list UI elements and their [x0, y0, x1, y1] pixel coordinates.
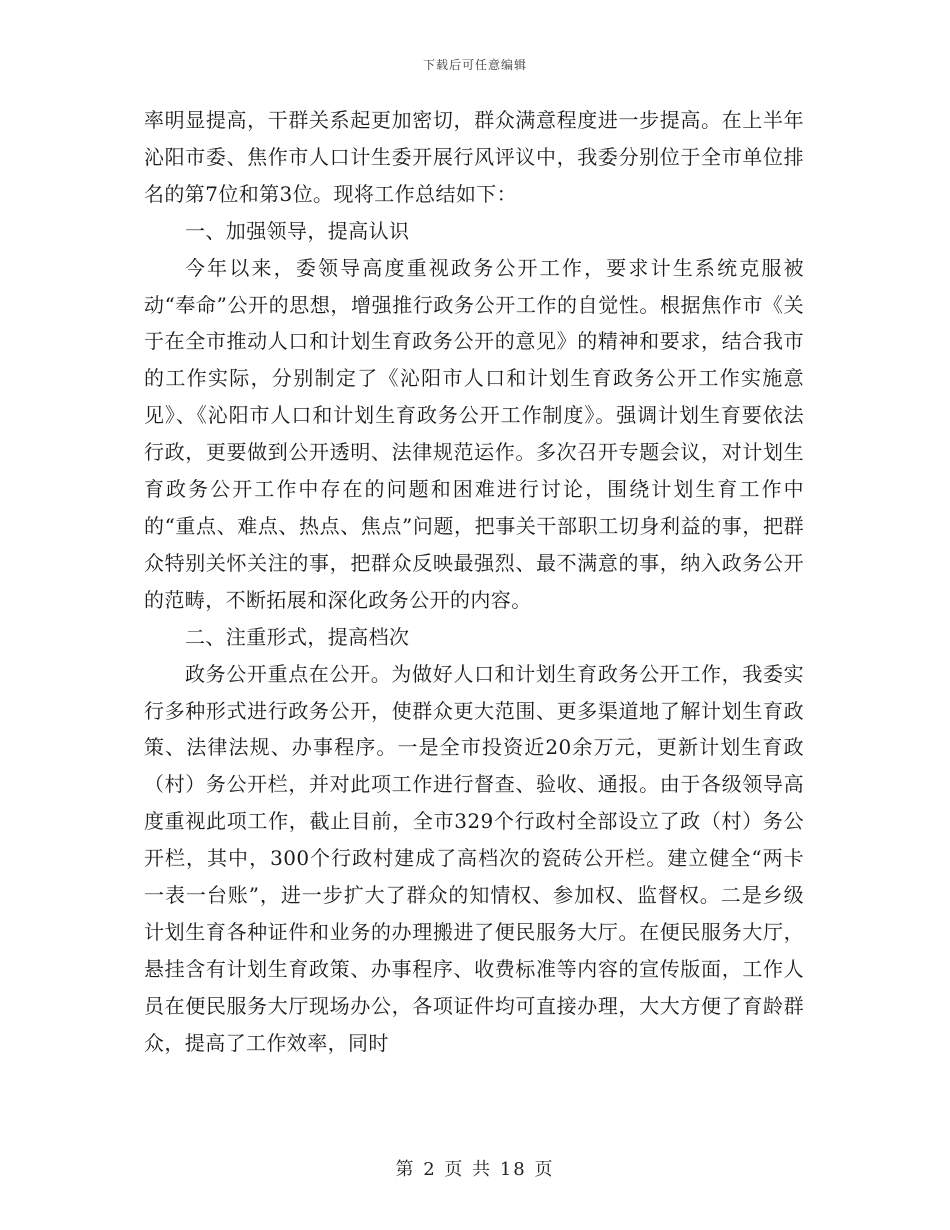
page-header: 下载后可任意编辑	[422, 58, 527, 72]
page-number: 第 2 页 共 18 页	[395, 1159, 555, 1180]
paragraph-form: 政务公开重点在公开。为做好人口和计划生育政务公开工作，我委实行多种形式进行政务公开，使群众更大范围、更多渠道地了解计划生育政策、法律法规、办事程序。一是全市投资近20余万元，更新计划生育政（村）务公开栏，并对此项工作进行督查、验收、通报。由于各级领导高度重视此项工作，截止目前，全市329个行政村全部设立了政（村）务公开栏，其中，300个行政村建成了高档次的瓷砖公开栏。建立健全“两卡一表一台账”，进一步扩大了群众的知情权、参加权、监督权。二是乡级计划生育各种证件和业务的办理搬进了便民服务大厅。在便民服务大厅，悬挂含有计划生育政策、办事程序、收费标准等内容的宣传版面，工作人员在便民服务大厅现场办公，各项证件均可直接办理，大大方便了育龄群众，提高了工作效率，同时	[144, 661, 804, 1055]
paragraph-continuation: 率明显提高，干群关系起更加密切，群众满意程度进一步提高。在上半年沁阳市委、焦作市人口计生委开展行风评议中，我委分别位于全市单位排名的第7位和第3位。现将工作总结如下：	[144, 108, 804, 206]
document-body	[144, 102, 804, 1062]
section-heading-1: 一、加强领导，提高认识	[185, 218, 410, 243]
section-heading-2: 二、注重形式，提高档次	[185, 624, 410, 649]
paragraph-leadership: 今年以来，委领导高度重视政务公开工作，要求计生系统克服被动“奉命”公开的思想，增强推行政务公开工作的自觉性。根据焦作市《关于在全市推动人口和计划生育政务公开的意见》的精神和要求，结合我市的工作实际，分别制定了《沁阳市人口和计划生育政务公开工作实施意见》、《沁阳市人口和计划生育政务公开工作制度》。强调计划生育要依法行政，更要做到公开透明、法律规范运作。多次召开专题会议，对计划生育政务公开工作中存在的问题和困难进行讨论，围绕计划生育工作中的“重点、难点、热点、焦点”问题，把事关干部职工切身利益的事，把群众特别关怀关注的事，把群众反映最强烈、最不满意的事，纳入政务公开的范畴，不断拓展和深化政务公开的内容。	[144, 255, 804, 612]
